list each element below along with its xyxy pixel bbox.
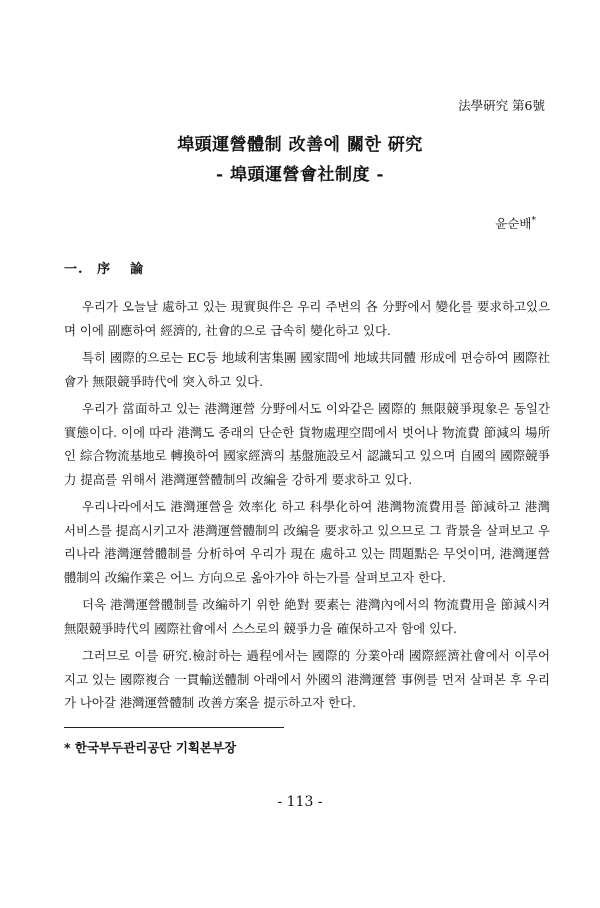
journal-header: 法學硏究 第6號	[458, 98, 545, 113]
paragraph: 그러므로 이를 硏究.檢討하는 過程에서는 國際的 分業아래 國際經濟社會에서 이루어지고 있는 國際複合 一貫輸送體制 아래에서 外國의 港灣運營 事例를 먼저 살펴본 후 우리가 나아갈 港灣運營體制 改善方案을 提示하고자 한다.	[64, 648, 550, 710]
paper-title: 埠頭運營體制 改善에 關한 硏究	[177, 135, 423, 155]
author-footnote-mark: *	[531, 215, 536, 226]
section-number: 一.	[64, 262, 84, 277]
paper-subtitle: - 埠頭運營會社制度 -	[216, 165, 384, 185]
paragraph: 우리가 오늘날 處하고 있는 現實與件은 우리 주변의 各 分野에서 變化를 要求하고있으며 이에 副應하여 經濟的, 社會的으로 급속히 變化하고 있다.	[64, 299, 550, 338]
footnote-divider	[64, 727, 284, 728]
page-number: - 113 -	[277, 794, 323, 810]
paragraph: 더욱 港灣運營體制를 改編하기 위한 絶對 要素는 港灣內에서의 物流費用을 節減시켜 無限競爭時代의 國際社會에서 스스로의 競爭力을 確保하고자 함에 있다.	[64, 597, 550, 636]
paragraph: 특히 國際的으로는 EC등 地域利害集團 國家間에 地域共同體 形成에 편승하여 國際社會가 無限競爭時代에 突入하고 있다.	[64, 350, 550, 389]
section-title: 序論	[97, 262, 164, 277]
paragraph: 우리가 當面하고 있는 港灣運營 分野에서도 이와같은 國際的 無限競爭現象은 동일간 實態이다. 이에 따라 港灣도 종래의 단순한 貨物處理空間에서 벗어나 物流費 節減의 場所인 綜合物流基地로 轉換하여 國家經濟의 基盤施設로서 認識되고 있으며 自國의 國際競爭力 提高를 위해서 港灣運營體制의 改編을 강하게 要求하고 있다.	[64, 401, 550, 487]
author-name: 윤순배	[495, 216, 532, 231]
paragraph: 우리나라에서도 港灣運營을 效率化 하고 科學化하여 港灣物流費用를 節減하고 港灣 서비스를 提高시키고자 港灣運營體制의 改編을 要求하고 있으므로 그 背景을 살펴보고 우리나라 港灣運營體制를 分析하여 우리가 現在 處하고 있는 問題點은 무엇이며, 港灣運營體制의 改編作業은 어느 方向으로 옮아가야 하는가를 살펴보고자 한다.	[64, 499, 550, 585]
section-heading	[64, 258, 163, 277]
body-text	[64, 295, 550, 719]
footnote: * 한국부두관리공단 기획본부장	[64, 740, 237, 755]
author	[495, 214, 536, 232]
